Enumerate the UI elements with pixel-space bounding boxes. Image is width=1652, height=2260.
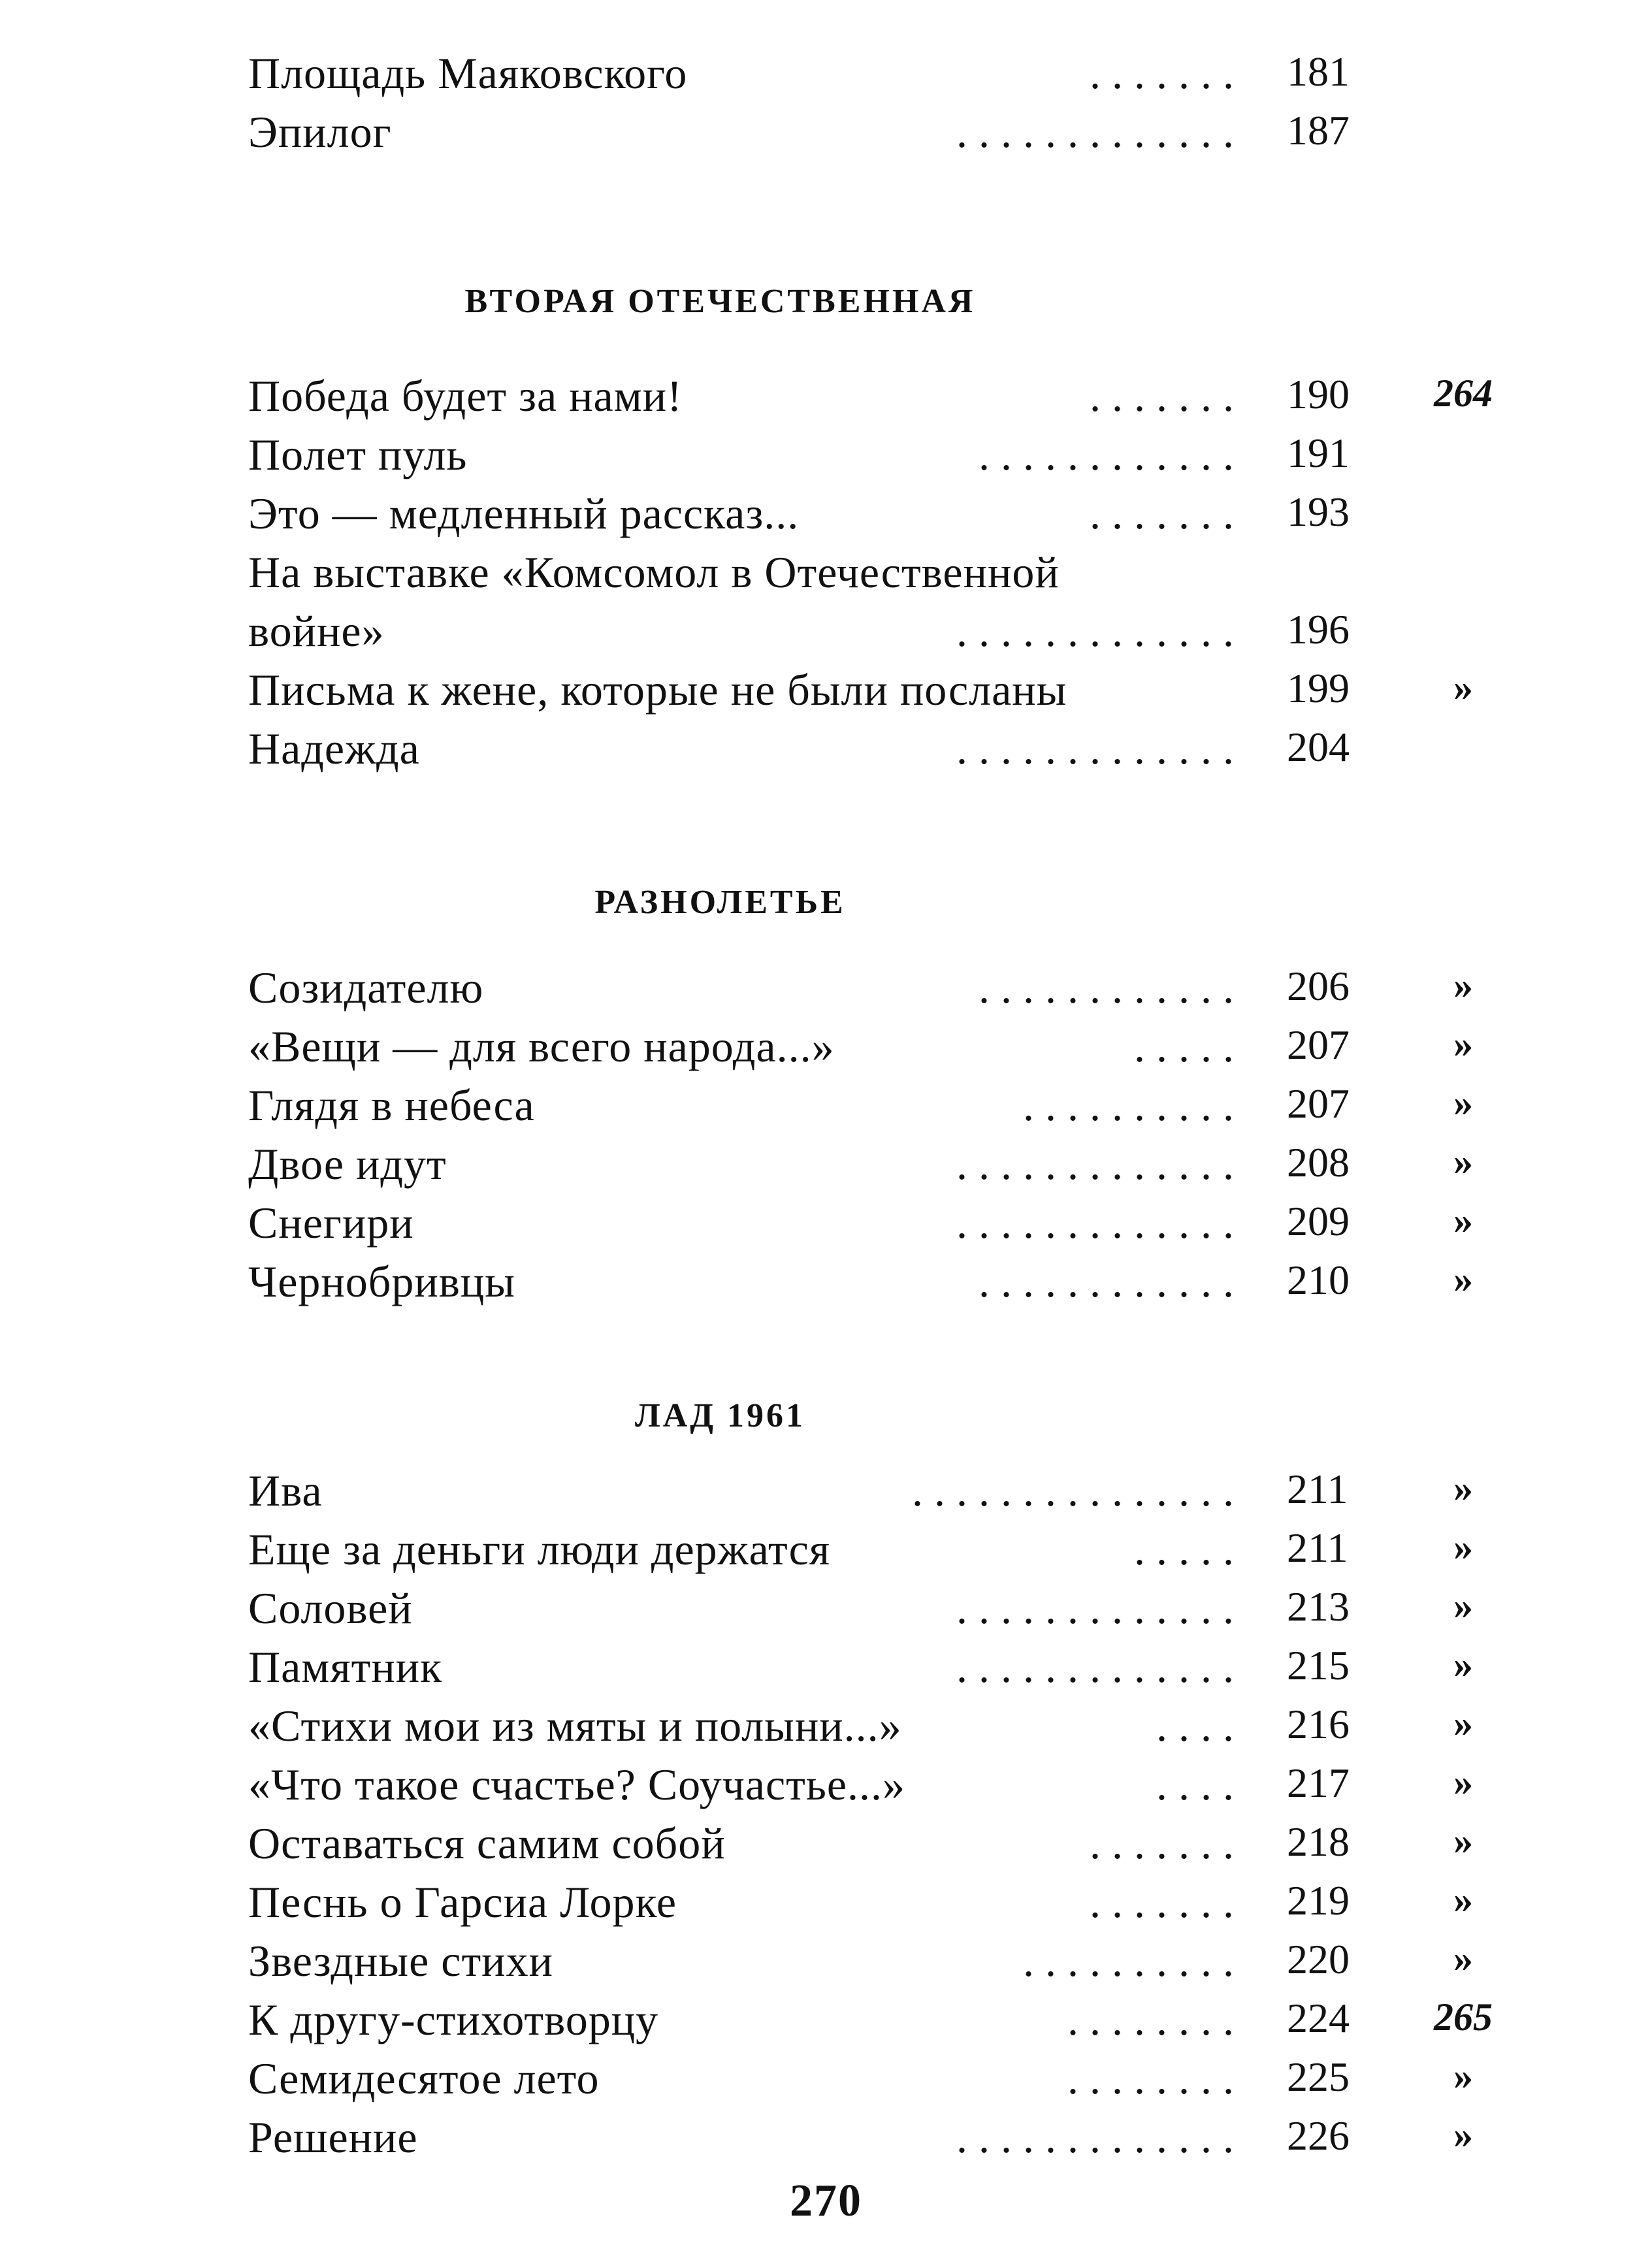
leader-dots: . . . . . . . . . . . . . xyxy=(956,1142,1234,1186)
leader-dots: . . . . . . . . . . xyxy=(1023,1083,1234,1127)
entry-note: » xyxy=(1453,1140,1473,1183)
entry-note: » xyxy=(1453,1643,1473,1686)
entry-title: Площадь Маяковского xyxy=(248,48,688,98)
entry-title: Двое идут xyxy=(248,1139,447,1189)
entry-title: Соловей xyxy=(248,1583,413,1633)
entry-title: Глядя в небеса xyxy=(248,1080,535,1130)
entry-page: 213 xyxy=(1287,1583,1350,1630)
entry-note: » xyxy=(1453,963,1473,1007)
entry-title: Решение xyxy=(248,2112,418,2162)
entry-note: » xyxy=(1453,666,1473,709)
entry-title: Снегири xyxy=(248,1198,414,1248)
entry-note: » xyxy=(1453,1584,1473,1627)
entry-title: Ива xyxy=(248,1466,323,1515)
toc-entry xyxy=(0,1762,1652,1821)
leader-dots: . . . . . . . . . . . . xyxy=(979,432,1234,477)
entry-page: 208 xyxy=(1287,1139,1350,1186)
entry-page: 215 xyxy=(1287,1642,1350,1688)
entry-page: 211 xyxy=(1287,1466,1348,1512)
entry-title: Звездные стихи xyxy=(248,1936,553,1986)
leader-dots: . . . . . . . . . . . . . xyxy=(956,1645,1234,1689)
leader-dots: . . . . xyxy=(1156,1703,1234,1748)
entry-title: Созидателю xyxy=(248,963,484,1012)
entry-title: Письма к жене, которые не были посланы xyxy=(248,665,1067,715)
entry-page: 193 xyxy=(1287,489,1350,535)
leader-dots: . . . . . . . . . . . . . xyxy=(956,1201,1234,1245)
entry-title: Оставаться самим собой xyxy=(248,1818,726,1868)
toc-entry xyxy=(0,1583,1652,1645)
entry-title: Это — медленный рассказ... xyxy=(248,489,800,538)
entry-page: 206 xyxy=(1287,963,1350,1009)
leader-dots: . . . . . . . . . . xyxy=(1023,1939,1234,1983)
entry-note: » xyxy=(1453,1257,1473,1300)
entry-title: «Что такое счастье? Соучастье...» xyxy=(248,1760,906,1809)
entry-note: » xyxy=(1453,1081,1473,1124)
leader-dots: . . . . . . . . xyxy=(1067,1997,1234,2042)
entry-note: » xyxy=(1453,2113,1473,2156)
entry-title: «Стихи мои из мяты и полыни...» xyxy=(248,1701,902,1751)
entry-note: » xyxy=(1453,1199,1473,1242)
entry-note: » xyxy=(1453,1937,1473,1980)
entry-title: Памятник xyxy=(248,1642,443,1692)
leader-dots: . . . . . . . . . . . . xyxy=(979,1259,1234,1304)
entry-title: Эпилог xyxy=(248,107,392,157)
entry-note: » xyxy=(1453,2054,1473,2097)
toc-entry xyxy=(0,1139,1652,1201)
entry-page: 217 xyxy=(1287,1760,1350,1806)
entry-title: войне» xyxy=(248,606,385,656)
leader-dots: . . . . . . . . . . . . . xyxy=(956,609,1234,653)
toc-entry xyxy=(0,2056,1652,2115)
entry-page: 218 xyxy=(1287,1818,1350,1865)
entry-note: » xyxy=(1453,1760,1473,1803)
toc-entry xyxy=(0,726,1652,785)
section-heading: ЛАД 1961 xyxy=(634,1397,806,1434)
entry-title: Семидесятое лето xyxy=(248,2054,600,2103)
leader-dots: . . . . . . . . . . . . . xyxy=(956,1586,1234,1630)
toc-entry xyxy=(0,1468,1652,1527)
entry-page: 216 xyxy=(1287,1701,1350,1747)
toc-entry xyxy=(0,1997,1652,2056)
entry-note: » xyxy=(1453,1819,1473,1862)
entry-page: 196 xyxy=(1287,606,1350,653)
entry-title: Еще за деньги люди держатся xyxy=(248,1525,831,1574)
entry-page: 219 xyxy=(1287,1877,1350,1924)
toc-entry xyxy=(0,965,1652,1024)
toc-entry xyxy=(0,1818,1652,1880)
entry-page: 210 xyxy=(1287,1257,1350,1303)
entry-note: 265 xyxy=(1434,1995,1493,2039)
entry-page: 207 xyxy=(1287,1080,1350,1127)
entry-note: » xyxy=(1453,1702,1473,1745)
entry-note: » xyxy=(1453,1525,1473,1568)
entry-page: 190 xyxy=(1287,371,1350,417)
toc-entry xyxy=(0,1024,1652,1083)
section-heading: ВТОРАЯ ОТЕЧЕСТВЕННАЯ xyxy=(464,283,976,320)
toc-entry xyxy=(0,48,1652,110)
toc-entry xyxy=(0,1877,1652,1939)
entry-page: 211 xyxy=(1287,1525,1348,1571)
leader-dots: . . . . . xyxy=(1134,1527,1234,1572)
toc-entry xyxy=(0,1259,1652,1318)
leader-dots: . . . . . . . . xyxy=(1067,2056,1234,2101)
toc-entry xyxy=(0,491,1652,550)
entry-note: 264 xyxy=(1434,372,1493,415)
entry-note: » xyxy=(1453,1878,1473,1921)
toc-entry xyxy=(0,107,1652,169)
leader-dots: . . . . . . . . . . . . xyxy=(979,965,1234,1010)
toc-entry xyxy=(0,606,1652,668)
toc-entry xyxy=(0,1642,1652,1703)
entry-title: «Вещи — для всего народа...» xyxy=(248,1022,835,1071)
toc-entry xyxy=(0,665,1652,726)
entry-title: Победа будет за нами! xyxy=(248,371,683,421)
leader-dots: . . . . . . . xyxy=(1090,1880,1234,1924)
entry-page: 209 xyxy=(1287,1198,1350,1244)
entry-title: Чернобривцы xyxy=(248,1257,515,1306)
toc-entry xyxy=(0,547,1652,609)
entry-title: К другу-стихотворцу xyxy=(248,1995,659,2044)
page-number: 270 xyxy=(790,2176,862,2226)
entry-title: Песнь о Гарсиа Лорке xyxy=(248,1877,677,1927)
leader-dots: . . . . . . . xyxy=(1090,374,1234,418)
entry-title: Полет пуль xyxy=(248,430,468,479)
entry-title: На выставке «Комсомол в Отечественной xyxy=(248,547,1060,597)
toc-entry xyxy=(0,371,1652,432)
leader-dots: . . . . . . . . . . . . . xyxy=(956,2115,1234,2159)
entry-page: 207 xyxy=(1287,1022,1350,1068)
entry-page: 225 xyxy=(1287,2054,1350,2100)
toc-entry xyxy=(0,1936,1652,1997)
entry-note: » xyxy=(1453,1466,1473,1509)
entry-page: 226 xyxy=(1287,2112,1350,2159)
entry-page: 220 xyxy=(1287,1936,1350,1982)
leader-dots: . . . . . . . . . . . . . . . xyxy=(912,1468,1234,1513)
leader-dots: . . . . . . . . . . . . . xyxy=(956,726,1234,771)
leader-dots: . . . . . . . xyxy=(1090,1821,1234,1865)
toc-entry xyxy=(0,1527,1652,1586)
entry-page: 199 xyxy=(1287,665,1350,711)
leader-dots: . . . . xyxy=(1156,1762,1234,1807)
leader-dots: . . . . . . . xyxy=(1090,491,1234,536)
toc-entry xyxy=(0,1198,1652,1259)
entry-page: 191 xyxy=(1287,430,1350,476)
toc-entry xyxy=(0,432,1652,491)
leader-dots: . . . . . xyxy=(1134,1024,1234,1069)
toc-entry xyxy=(0,1703,1652,1762)
entry-page: 224 xyxy=(1287,1995,1350,2041)
leader-dots: . . . . . . . . . . . . . xyxy=(956,110,1234,154)
entry-page: 181 xyxy=(1287,48,1350,95)
toc-entry xyxy=(0,1080,1652,1142)
entry-page: 204 xyxy=(1287,724,1350,770)
entry-page: 187 xyxy=(1287,107,1350,153)
section-heading: РАЗНОЛЕТЬЕ xyxy=(594,884,846,921)
entry-note: » xyxy=(1453,1022,1473,1065)
toc-entry xyxy=(0,2112,1652,2174)
entry-title: Надежда xyxy=(248,724,420,773)
leader-dots: . . . . . . . xyxy=(1090,51,1234,95)
